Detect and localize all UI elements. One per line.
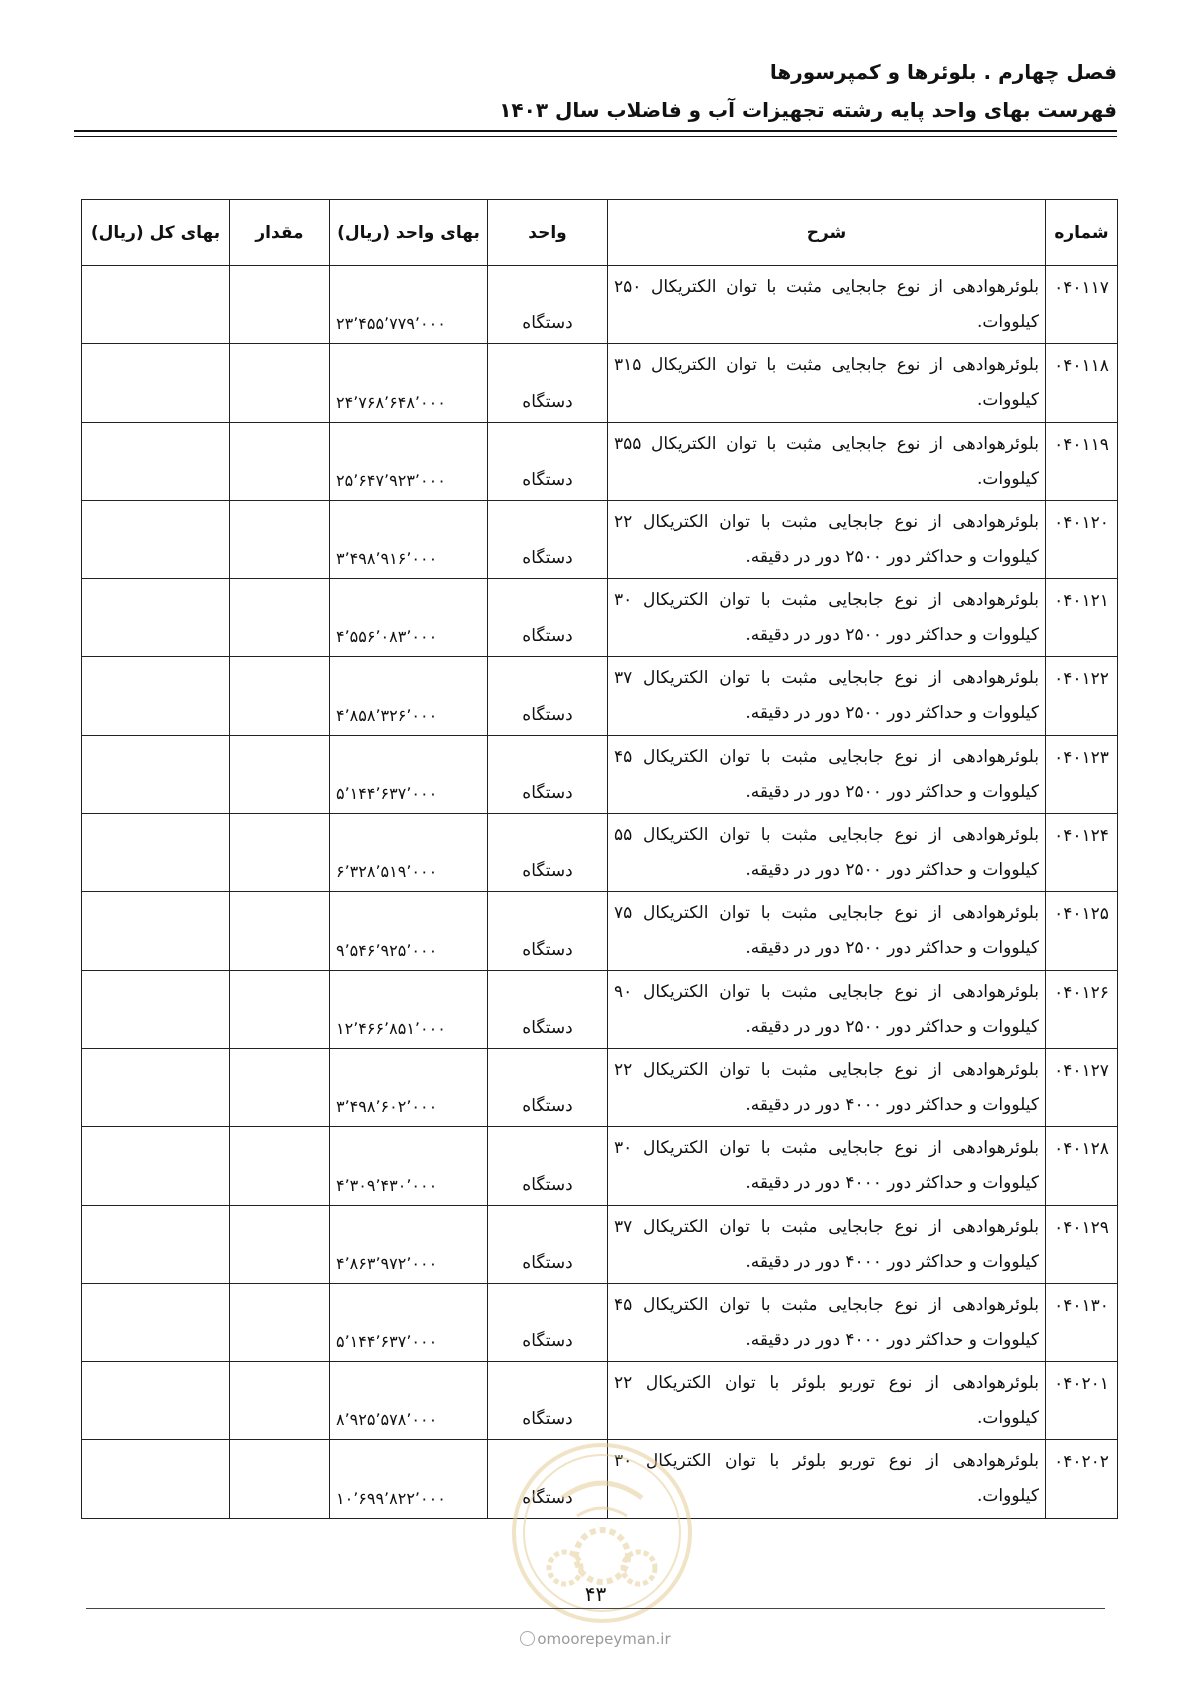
item-description: بلوئرهوادهی از نوع جابجایی مثبت با توان الکتریکال ۹۰ کیلووات و حداکثر دور ۲۵۰۰ دور در دقیقه. [608, 970, 1046, 1048]
item-unit-price: ۴٬۸۵۸٬۳۲۶٬۰۰۰ [330, 657, 488, 735]
table-row [82, 266, 1118, 344]
item-unit: دستگاه [488, 1440, 608, 1518]
item-quantity [230, 579, 330, 657]
item-unit-price: ۳٬۴۹۸٬۹۱۶٬۰۰۰ [330, 500, 488, 578]
item-unit: دستگاه [488, 1048, 608, 1126]
item-description: بلوئرهوادهی از نوع جابجایی مثبت با توان الکتریکال ۳۱۵ کیلووات. [608, 344, 1046, 422]
item-unit: دستگاه [488, 1362, 608, 1440]
item-quantity [230, 344, 330, 422]
header-rule-thin [74, 136, 1117, 137]
item-unit: دستگاه [488, 422, 608, 500]
item-description: بلوئرهوادهی از نوع جابجایی مثبت با توان الکتریکال ۴۵ کیلووات و حداکثر دور ۴۰۰۰ دور در دقیقه. [608, 1283, 1046, 1361]
item-code: ۰۴۰۱۲۹ [1046, 1205, 1118, 1283]
item-code: ۰۴۰۲۰۲ [1046, 1440, 1118, 1518]
item-total-price [82, 344, 230, 422]
item-unit: دستگاه [488, 266, 608, 344]
column-header-total-price: بهای کل (ریال) [82, 200, 230, 266]
item-code: ۰۴۰۱۲۱ [1046, 579, 1118, 657]
column-header-quantity: مقدار [230, 200, 330, 266]
item-quantity [230, 814, 330, 892]
item-unit-price: ۹٬۵۴۶٬۹۲۵٬۰۰۰ [330, 892, 488, 970]
item-total-price [82, 657, 230, 735]
table-header-row [82, 200, 1118, 266]
table-row [82, 579, 1118, 657]
item-description: بلوئرهوادهی از نوع جابجایی مثبت با توان الکتریکال ۲۲ کیلووات و حداکثر دور ۲۵۰۰ دور در دقیقه. [608, 500, 1046, 578]
item-unit: دستگاه [488, 892, 608, 970]
table-row [82, 970, 1118, 1048]
item-description: بلوئرهوادهی از نوع جابجایی مثبت با توان الکتریکال ۳۰ کیلووات و حداکثر دور ۲۵۰۰ دور در دقیقه. [608, 579, 1046, 657]
item-total-price [82, 1127, 230, 1205]
item-code: ۰۴۰۱۲۸ [1046, 1127, 1118, 1205]
column-header-code: شماره [1046, 200, 1118, 266]
item-total-price [82, 579, 230, 657]
item-code: ۰۴۰۱۲۰ [1046, 500, 1118, 578]
website-text: omoorepeyman.ir [537, 1630, 671, 1648]
item-quantity [230, 735, 330, 813]
item-quantity [230, 970, 330, 1048]
item-total-price [82, 735, 230, 813]
table-row [82, 500, 1118, 578]
item-quantity [230, 1127, 330, 1205]
item-code: ۰۴۰۱۲۵ [1046, 892, 1118, 970]
column-header-unit-price: بهای واحد (ریال) [330, 200, 488, 266]
item-unit-price: ۱۲٬۴۶۶٬۸۵۱٬۰۰۰ [330, 970, 488, 1048]
item-code: ۰۴۰۱۲۴ [1046, 814, 1118, 892]
item-code: ۰۴۰۱۳۰ [1046, 1283, 1118, 1361]
item-description: بلوئرهوادهی از نوع توربو بلوئر با توان الکتریکال ۳۰ کیلووات. [608, 1440, 1046, 1518]
item-quantity [230, 1283, 330, 1361]
item-total-price [82, 1205, 230, 1283]
item-total-price [82, 266, 230, 344]
table-row [82, 735, 1118, 813]
table-row [82, 657, 1118, 735]
item-unit-price: ۲۳٬۴۵۵٬۷۷۹٬۰۰۰ [330, 266, 488, 344]
price-list-table [81, 199, 1118, 1519]
item-code: ۰۴۰۱۱۹ [1046, 422, 1118, 500]
item-unit: دستگاه [488, 1205, 608, 1283]
item-unit-price: ۴٬۸۶۳٬۹۷۲٬۰۰۰ [330, 1205, 488, 1283]
column-header-description: شرح [608, 200, 1046, 266]
item-unit-price: ۲۵٬۶۴۷٬۹۲۳٬۰۰۰ [330, 422, 488, 500]
item-unit: دستگاه [488, 579, 608, 657]
item-description: بلوئرهوادهی از نوع جابجایی مثبت با توان الکتریکال ۷۵ کیلووات و حداکثر دور ۲۵۰۰ دور در دقیقه. [608, 892, 1046, 970]
item-total-price [82, 1048, 230, 1126]
item-total-price [82, 814, 230, 892]
item-unit: دستگاه [488, 1127, 608, 1205]
item-code: ۰۴۰۱۱۸ [1046, 344, 1118, 422]
page-number: ۴۳ [584, 1582, 607, 1606]
table-row [82, 344, 1118, 422]
table-row [82, 1205, 1118, 1283]
column-header-unit: واحد [488, 200, 608, 266]
item-quantity [230, 266, 330, 344]
item-description: بلوئرهوادهی از نوع جابجایی مثبت با توان الکتریکال ۵۵ کیلووات و حداکثر دور ۲۵۰۰ دور در دقیقه. [608, 814, 1046, 892]
item-unit-price: ۸٬۹۲۵٬۵۷۸٬۰۰۰ [330, 1362, 488, 1440]
item-code: ۰۴۰۲۰۱ [1046, 1362, 1118, 1440]
table-row [82, 1048, 1118, 1126]
item-code: ۰۴۰۱۲۳ [1046, 735, 1118, 813]
table-row [82, 892, 1118, 970]
item-description: بلوئرهوادهی از نوع جابجایی مثبت با توان الکتریکال ۴۵ کیلووات و حداکثر دور ۲۵۰۰ دور در دقیقه. [608, 735, 1046, 813]
document-subtitle: فهرست بهای واحد پایه رشته تجهیزات آب و فاضلاب سال ۱۴۰۳ [499, 98, 1117, 122]
item-description: بلوئرهوادهی از نوع جابجایی مثبت با توان الکتریکال ۳۷ کیلووات و حداکثر دور ۲۵۰۰ دور در دقیقه. [608, 657, 1046, 735]
chapter-title: فصل چهارم . بلوئرها و کمپرسورها [769, 60, 1117, 84]
item-description: بلوئرهوادهی از نوع جابجایی مثبت با توان الکتریکال ۲۲ کیلووات و حداکثر دور ۴۰۰۰ دور در دقیقه. [608, 1048, 1046, 1126]
table-row [82, 1362, 1118, 1440]
item-quantity [230, 1048, 330, 1126]
website-watermark [0, 1630, 1191, 1648]
item-quantity [230, 1205, 330, 1283]
item-code: ۰۴۰۱۱۷ [1046, 266, 1118, 344]
item-total-price [82, 1362, 230, 1440]
item-unit-price: ۲۴٬۷۶۸٬۶۴۸٬۰۰۰ [330, 344, 488, 422]
item-code: ۰۴۰۱۲۶ [1046, 970, 1118, 1048]
item-description: بلوئرهوادهی از نوع جابجایی مثبت با توان الکتریکال ۳۷ کیلووات و حداکثر دور ۴۰۰۰ دور در دقیقه. [608, 1205, 1046, 1283]
item-quantity [230, 500, 330, 578]
item-unit-price: ۳٬۴۹۸٬۶۰۲٬۰۰۰ [330, 1048, 488, 1126]
item-unit-price: ۵٬۱۴۴٬۶۳۷٬۰۰۰ [330, 1283, 488, 1361]
item-quantity [230, 892, 330, 970]
item-total-price [82, 970, 230, 1048]
item-quantity [230, 422, 330, 500]
item-unit: دستگاه [488, 970, 608, 1048]
table-row [82, 1127, 1118, 1205]
item-quantity [230, 1440, 330, 1518]
item-quantity [230, 657, 330, 735]
item-unit: دستگاه [488, 735, 608, 813]
item-unit-price: ۱۰٬۶۹۹٬۸۲۲٬۰۰۰ [330, 1440, 488, 1518]
item-total-price [82, 422, 230, 500]
item-unit-price: ۴٬۵۵۶٬۰۸۳٬۰۰۰ [330, 579, 488, 657]
item-unit: دستگاه [488, 1283, 608, 1361]
item-description: بلوئرهوادهی از نوع توربو بلوئر با توان الکتریکال ۲۲ کیلووات. [608, 1362, 1046, 1440]
item-unit: دستگاه [488, 344, 608, 422]
item-unit: دستگاه [488, 657, 608, 735]
item-total-price [82, 500, 230, 578]
table-row [82, 1283, 1118, 1361]
item-code: ۰۴۰۱۲۷ [1046, 1048, 1118, 1126]
item-unit-price: ۵٬۱۴۴٬۶۳۷٬۰۰۰ [330, 735, 488, 813]
header-rule [74, 130, 1117, 132]
table-row [82, 422, 1118, 500]
table-row [82, 814, 1118, 892]
item-total-price [82, 892, 230, 970]
at-sign-icon [520, 1631, 535, 1646]
item-description: بلوئرهوادهی از نوع جابجایی مثبت با توان الکتریکال ۳۰ کیلووات و حداکثر دور ۴۰۰۰ دور در دقیقه. [608, 1127, 1046, 1205]
item-unit: دستگاه [488, 814, 608, 892]
item-unit: دستگاه [488, 500, 608, 578]
item-total-price [82, 1283, 230, 1361]
footer-rule [86, 1608, 1105, 1609]
item-description: بلوئرهوادهی از نوع جابجایی مثبت با توان الکتریکال ۲۵۰ کیلووات. [608, 266, 1046, 344]
item-unit-price: ۴٬۳۰۹٬۴۳۰٬۰۰۰ [330, 1127, 488, 1205]
item-total-price [82, 1440, 230, 1518]
item-code: ۰۴۰۱۲۲ [1046, 657, 1118, 735]
item-unit-price: ۶٬۳۲۸٬۵۱۹٬۰۰۰ [330, 814, 488, 892]
item-description: بلوئرهوادهی از نوع جابجایی مثبت با توان الکتریکال ۳۵۵ کیلووات. [608, 422, 1046, 500]
item-quantity [230, 1362, 330, 1440]
